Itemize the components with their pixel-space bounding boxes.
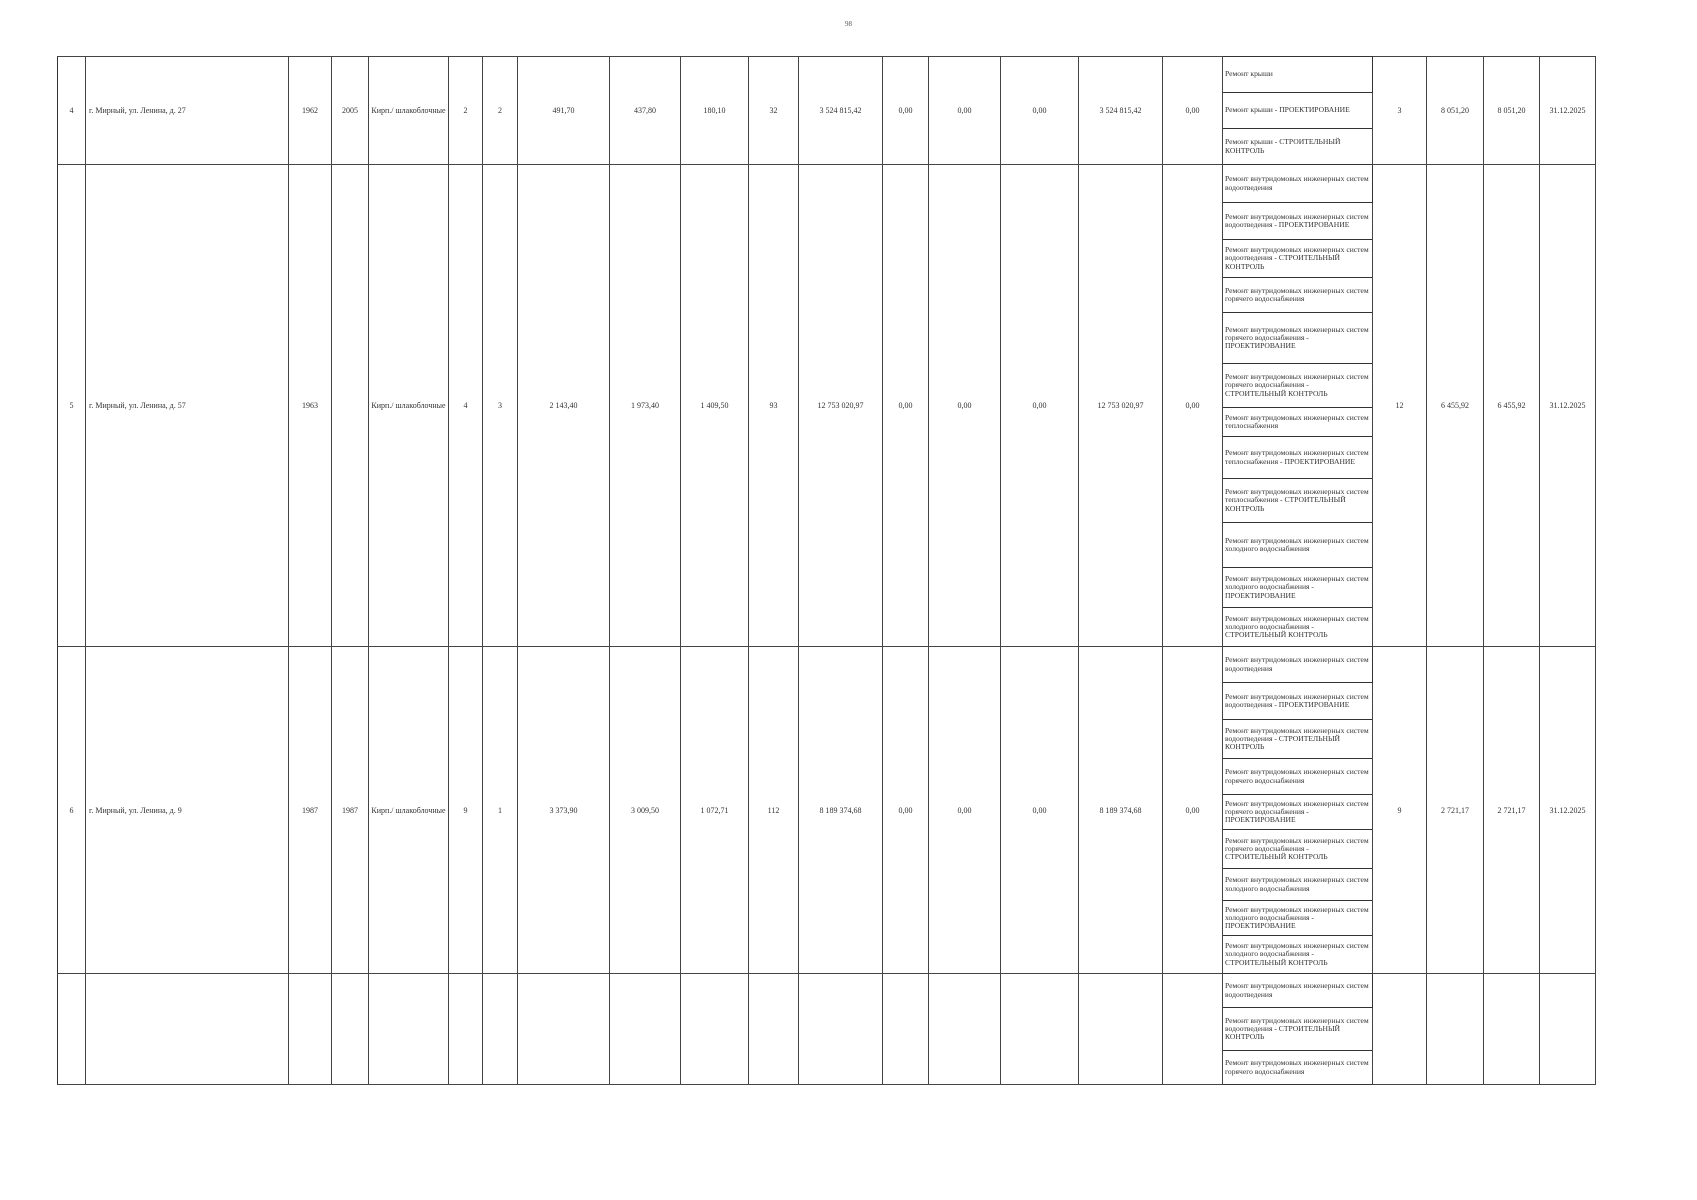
work-row	[58, 57, 1596, 93]
cost-total: 3 524 815,42	[799, 57, 883, 165]
work-type: Ремонт внутридомовых инженерных систем горячего водоснабжения - ПРОЕКТИРОВАНИЕ	[1223, 795, 1373, 830]
cost-total: 12 753 020,97	[799, 165, 883, 647]
fund-federal: 0,00	[883, 165, 929, 647]
work-type: Ремонт внутридомовых инженерных систем холодного водоснабжения - ПРОЕКТИРОВАНИЕ	[1223, 568, 1373, 608]
area-living: 1 973,40	[610, 165, 681, 647]
entrances-count: 3	[483, 165, 518, 647]
address: г. Мирный, ул. Ленина, д. 57	[86, 165, 289, 647]
work-type: Ремонт внутридомовых инженерных систем теплоснабжения - ПРОЕКТИРОВАНИЕ	[1223, 437, 1373, 479]
work-type: Ремонт внутридомовых инженерных систем горячего водоснабжения	[1223, 759, 1373, 795]
deadline: 31.12.2025	[1540, 647, 1596, 974]
work-row	[58, 647, 1596, 683]
row-number	[58, 974, 86, 1085]
wall-material	[369, 974, 449, 1085]
work-type: Ремонт внутридомовых инженерных систем горячего водоснабжения - ПРОЕКТИРОВАНИЕ	[1223, 313, 1373, 364]
area-living	[610, 974, 681, 1085]
work-type: Ремонт внутридомовых инженерных систем водоотведения - СТРОИТЕЛЬНЫЙ КОНТРОЛЬ	[1223, 1008, 1373, 1051]
residents-count: 93	[749, 165, 799, 647]
area-total	[518, 974, 610, 1085]
row-number: 6	[58, 647, 86, 974]
work-type: Ремонт внутридомовых инженерных систем водоотведения - ПРОЕКТИРОВАНИЕ	[1223, 683, 1373, 720]
work-type: Ремонт внутридомовых инженерных систем теплоснабжения	[1223, 408, 1373, 437]
year-built	[289, 974, 332, 1085]
area-common: 1 409,50	[681, 165, 749, 647]
area-total: 2 143,40	[518, 165, 610, 647]
year-built: 1962	[289, 57, 332, 165]
residents-count	[749, 974, 799, 1085]
year-renovated: 1987	[332, 647, 369, 974]
address	[86, 974, 289, 1085]
area-total: 3 373,90	[518, 647, 610, 974]
fund-other: 0,00	[1163, 57, 1223, 165]
unit-cost-max: 2 721,17	[1484, 647, 1540, 974]
work-type: Ремонт внутридомовых инженерных систем холодного водоснабжения	[1223, 523, 1373, 568]
work-type: Ремонт внутридомовых инженерных систем горячего водоснабжения - СТРОИТЕЛЬНЫЙ КОНТРОЛЬ	[1223, 830, 1373, 869]
deadline	[1540, 974, 1596, 1085]
work-type: Ремонт внутридомовых инженерных систем горячего водоснабжения	[1223, 1051, 1373, 1085]
area-living: 437,80	[610, 57, 681, 165]
fund-owners: 8 189 374,68	[1079, 647, 1163, 974]
floors-count: 4	[449, 165, 483, 647]
work-type: Ремонт внутридомовых инженерных систем водоотведения	[1223, 647, 1373, 683]
fund-regional: 0,00	[929, 165, 1001, 647]
year-renovated	[332, 165, 369, 647]
year-built: 1987	[289, 647, 332, 974]
unit-cost	[1427, 974, 1484, 1085]
capital-repair-table	[57, 56, 1596, 1085]
fund-federal	[883, 974, 929, 1085]
fund-other	[1163, 974, 1223, 1085]
residents-count: 32	[749, 57, 799, 165]
work-type: Ремонт крыши	[1223, 57, 1373, 93]
floors-count: 2	[449, 57, 483, 165]
deadline: 31.12.2025	[1540, 165, 1596, 647]
fund-federal: 0,00	[883, 647, 929, 974]
floors-count: 9	[449, 647, 483, 974]
work-type: Ремонт внутридомовых инженерных систем водоотведения	[1223, 974, 1373, 1008]
wall-material: Кирп./ шлакоблочные	[369, 57, 449, 165]
wall-material: Кирп./ шлакоблочные	[369, 647, 449, 974]
work-type: Ремонт крыши - СТРОИТЕЛЬНЫЙ КОНТРОЛЬ	[1223, 129, 1373, 165]
fund-local: 0,00	[1001, 165, 1079, 647]
area-living: 3 009,50	[610, 647, 681, 974]
work-type: Ремонт внутридомовых инженерных систем водоотведения	[1223, 165, 1373, 203]
address: г. Мирный, ул. Ленина, д. 9	[86, 647, 289, 974]
work-type: Ремонт внутридомовых инженерных систем водоотведения - ПРОЕКТИРОВАНИЕ	[1223, 203, 1373, 240]
year-built: 1963	[289, 165, 332, 647]
unit-cost: 8 051,20	[1427, 57, 1484, 165]
work-type: Ремонт внутридомовых инженерных систем водоотведения - СТРОИТЕЛЬНЫЙ КОНТРОЛЬ	[1223, 720, 1373, 759]
area-total: 491,70	[518, 57, 610, 165]
work-count: 3	[1373, 57, 1427, 165]
work-count: 12	[1373, 165, 1427, 647]
work-type: Ремонт внутридомовых инженерных систем холодного водоснабжения - ПРОЕКТИРОВАНИЕ	[1223, 901, 1373, 936]
work-type: Ремонт внутридомовых инженерных систем холодного водоснабжения - СТРОИТЕЛЬНЫЙ КОНТРОЛЬ	[1223, 936, 1373, 974]
entrances-count	[483, 974, 518, 1085]
work-row	[58, 165, 1596, 203]
fund-other: 0,00	[1163, 647, 1223, 974]
work-type: Ремонт внутридомовых инженерных систем горячего водоснабжения	[1223, 278, 1373, 313]
fund-other: 0,00	[1163, 165, 1223, 647]
fund-owners: 12 753 020,97	[1079, 165, 1163, 647]
unit-cost-max: 6 455,92	[1484, 165, 1540, 647]
page-number: 98	[845, 20, 852, 28]
row-number: 5	[58, 165, 86, 647]
cost-total: 8 189 374,68	[799, 647, 883, 974]
work-row	[58, 974, 1596, 1008]
area-common: 180,10	[681, 57, 749, 165]
residents-count: 112	[749, 647, 799, 974]
year-renovated: 2005	[332, 57, 369, 165]
deadline: 31.12.2025	[1540, 57, 1596, 165]
work-type: Ремонт крыши - ПРОЕКТИРОВАНИЕ	[1223, 93, 1373, 129]
unit-cost-max	[1484, 974, 1540, 1085]
address: г. Мирный, ул. Ленина, д. 27	[86, 57, 289, 165]
unit-cost: 6 455,92	[1427, 165, 1484, 647]
work-count	[1373, 974, 1427, 1085]
fund-local: 0,00	[1001, 57, 1079, 165]
work-type: Ремонт внутридомовых инженерных систем водоотведения - СТРОИТЕЛЬНЫЙ КОНТРОЛЬ	[1223, 240, 1373, 278]
fund-regional: 0,00	[929, 57, 1001, 165]
work-type: Ремонт внутридомовых инженерных систем горячего водоснабжения - СТРОИТЕЛЬНЫЙ КОНТРОЛЬ	[1223, 364, 1373, 408]
entrances-count: 2	[483, 57, 518, 165]
work-type: Ремонт внутридомовых инженерных систем теплоснабжения - СТРОИТЕЛЬНЫЙ КОНТРОЛЬ	[1223, 479, 1373, 523]
fund-owners	[1079, 974, 1163, 1085]
entrances-count: 1	[483, 647, 518, 974]
wall-material: Кирп./ шлакоблочные	[369, 165, 449, 647]
work-type: Ремонт внутридомовых инженерных систем холодного водоснабжения - СТРОИТЕЛЬНЫЙ КОНТРОЛЬ	[1223, 608, 1373, 647]
fund-regional	[929, 974, 1001, 1085]
floors-count	[449, 974, 483, 1085]
fund-local	[1001, 974, 1079, 1085]
fund-regional: 0,00	[929, 647, 1001, 974]
fund-federal: 0,00	[883, 57, 929, 165]
cost-total	[799, 974, 883, 1085]
work-count: 9	[1373, 647, 1427, 974]
area-common: 1 072,71	[681, 647, 749, 974]
unit-cost-max: 8 051,20	[1484, 57, 1540, 165]
work-type: Ремонт внутридомовых инженерных систем холодного водоснабжения	[1223, 869, 1373, 901]
row-number: 4	[58, 57, 86, 165]
year-renovated	[332, 974, 369, 1085]
fund-owners: 3 524 815,42	[1079, 57, 1163, 165]
area-common	[681, 974, 749, 1085]
unit-cost: 2 721,17	[1427, 647, 1484, 974]
fund-local: 0,00	[1001, 647, 1079, 974]
